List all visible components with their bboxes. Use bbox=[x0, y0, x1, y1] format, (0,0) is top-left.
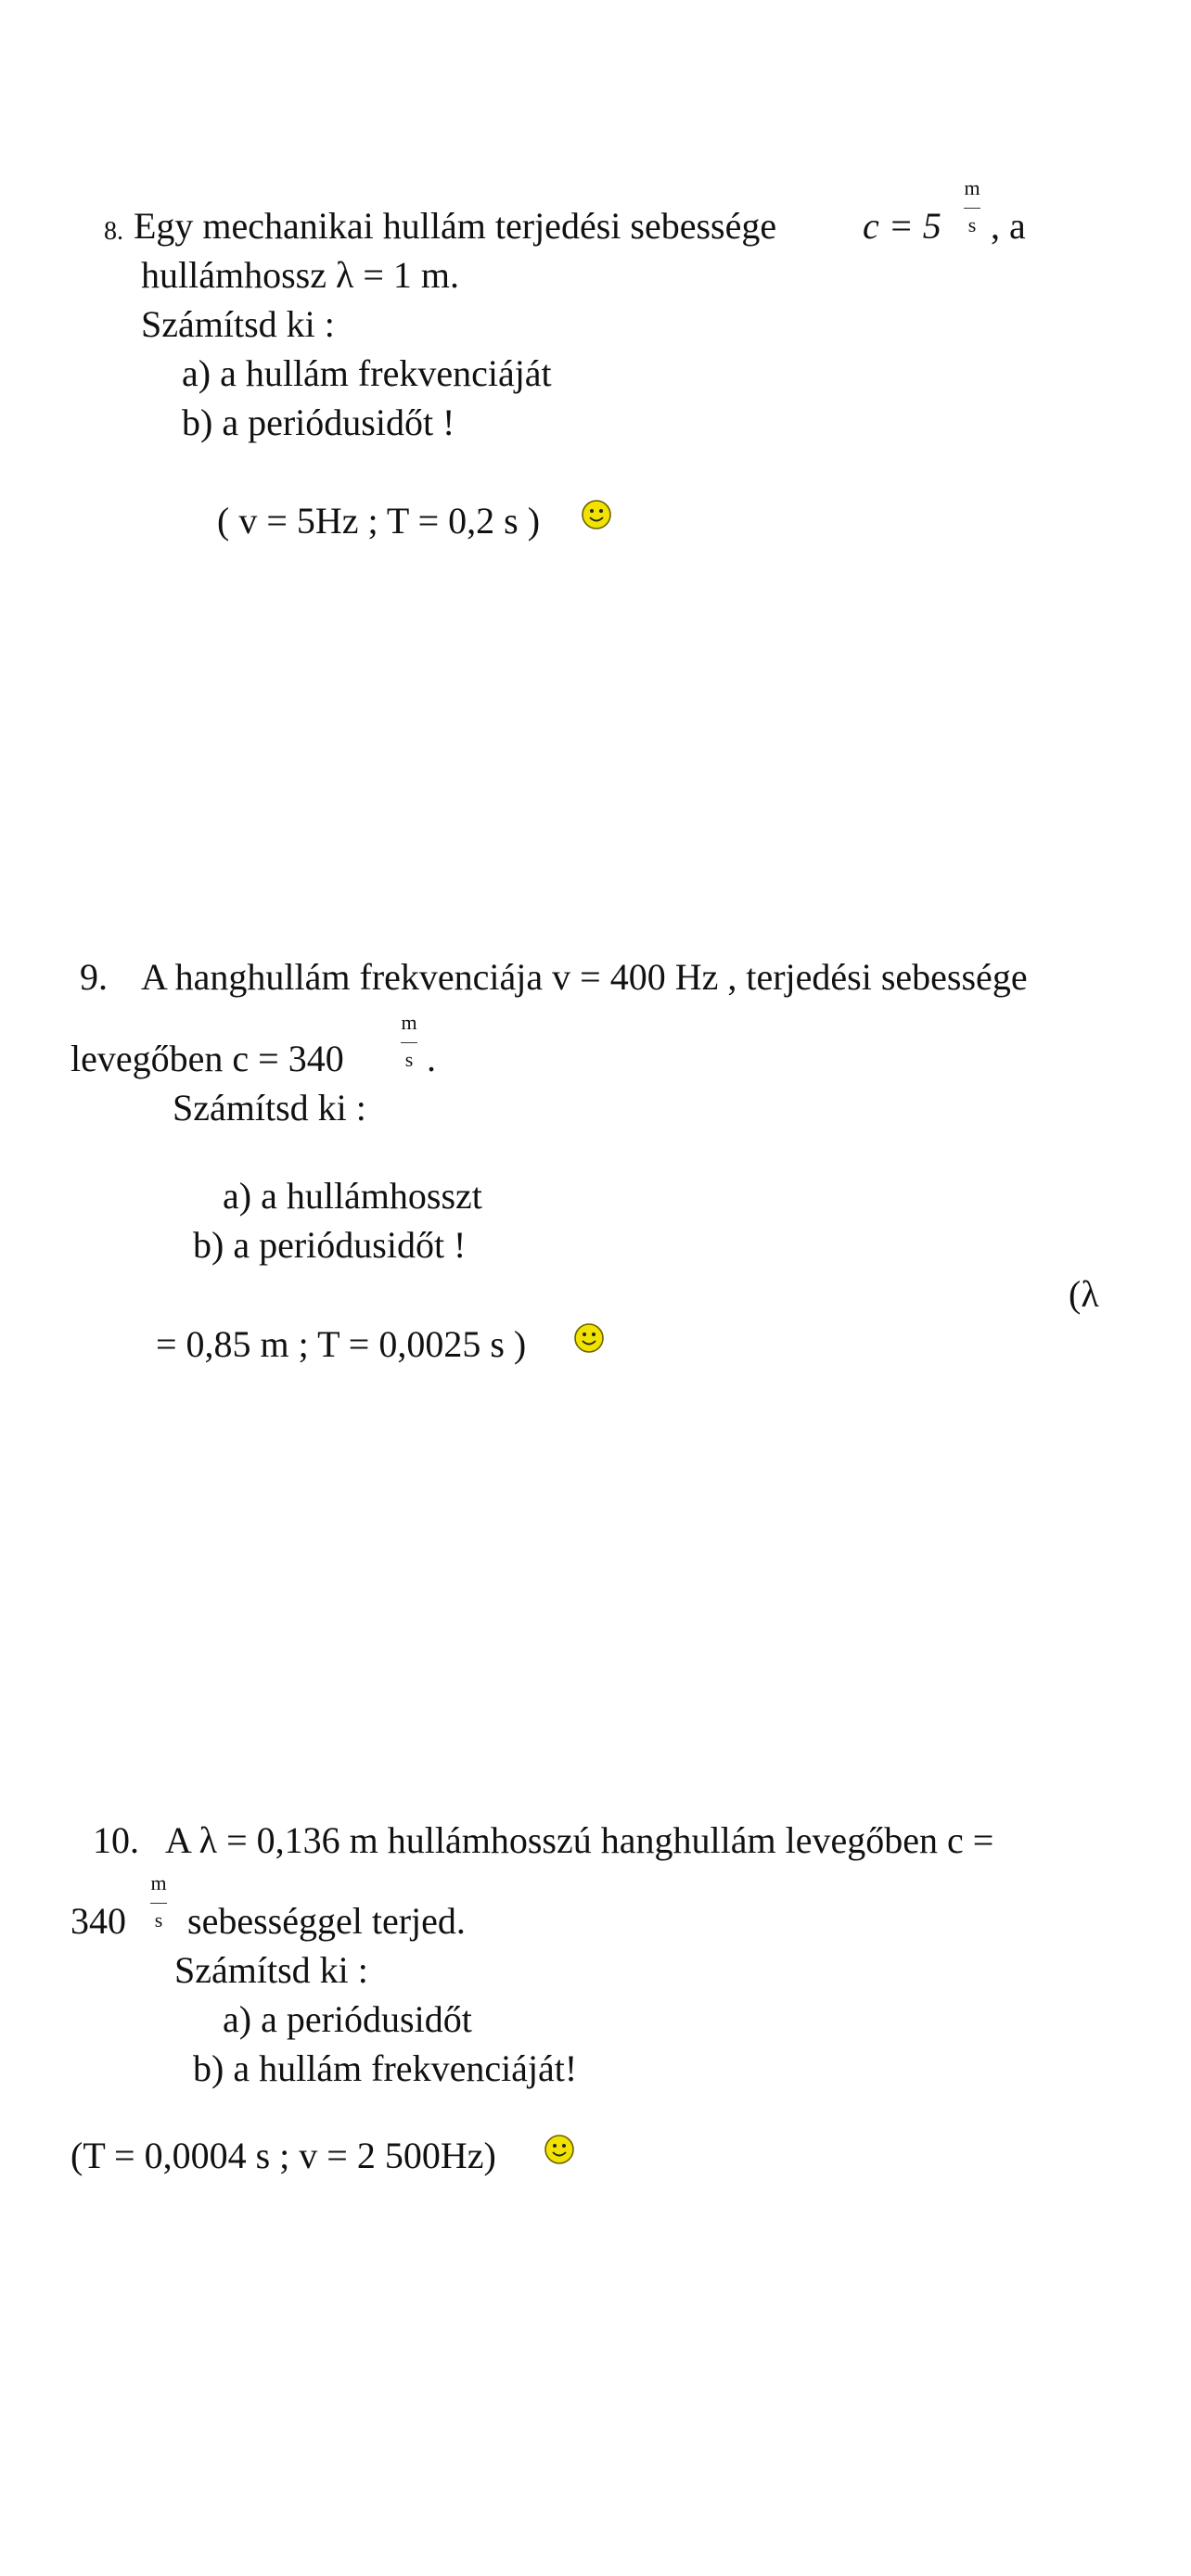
smiley-face-icon bbox=[573, 1322, 605, 1354]
problem-8-c-value: c = 5 bbox=[863, 205, 941, 247]
problem-10-item-a: a) a periódusidőt bbox=[223, 1998, 472, 2040]
problem-10-item-b: b) a hullám frekvenciáját! bbox=[193, 2047, 578, 2089]
smiley-face-icon bbox=[581, 499, 612, 530]
problem-10-line2-start: 340 bbox=[70, 1900, 126, 1942]
problem-10-unit-fraction: m s bbox=[150, 1871, 167, 1932]
problem-9-answer: = 0,85 m ; T = 0,0025 s ) bbox=[156, 1323, 527, 1365]
problem-10-line2-end: sebességgel terjed. bbox=[187, 1900, 466, 1942]
problem-10-answer: (T = 0,0004 s ; v = 2 500Hz) bbox=[70, 2135, 496, 2176]
problem-8-instruction: Számítsd ki : bbox=[141, 303, 335, 345]
problem-9-item-b: b) a periódusidőt ! bbox=[193, 1224, 467, 1266]
problem-8-line1-end: , a bbox=[991, 205, 1026, 247]
problem-10-instruction: Számítsd ki : bbox=[174, 1949, 368, 1991]
problem-8-number: 8. bbox=[104, 217, 123, 246]
problem-8-line2: hullámhossz λ = 1 m. bbox=[141, 254, 460, 296]
problem-8-line1-text: Egy mechanikai hullám terjedési sebessége bbox=[134, 205, 777, 247]
problem-9-line2-end: . bbox=[427, 1038, 436, 1079]
problem-9-line1: A hanghullám frekvenciája v = 400 Hz , terjedési sebessége bbox=[141, 956, 1028, 998]
problem-9-unit-fraction: m s bbox=[401, 1011, 417, 1071]
problem-8-item-a: a) a hullám frekvenciáját bbox=[182, 352, 552, 394]
problem-9-line2-text: levegőben c = 340 bbox=[70, 1038, 344, 1079]
problem-9-answer-open: (λ bbox=[1069, 1273, 1099, 1315]
problem-10-line1: A λ = 0,136 m hullámhosszú hanghullám levegőben c = bbox=[165, 1819, 994, 1861]
smiley-face-icon bbox=[544, 2134, 575, 2165]
problem-9-instruction: Számítsd ki : bbox=[173, 1087, 366, 1129]
problem-9-number: 9. bbox=[80, 956, 108, 998]
problem-8-answer: ( v = 5Hz ; T = 0,2 s ) bbox=[217, 500, 541, 542]
problem-10-number: 10. bbox=[93, 1819, 139, 1861]
problem-8-unit-fraction: m s bbox=[964, 176, 980, 236]
problem-8-item-b: b) a periódusidőt ! bbox=[182, 402, 455, 443]
problem-9-item-a: a) a hullámhosszt bbox=[223, 1175, 482, 1217]
